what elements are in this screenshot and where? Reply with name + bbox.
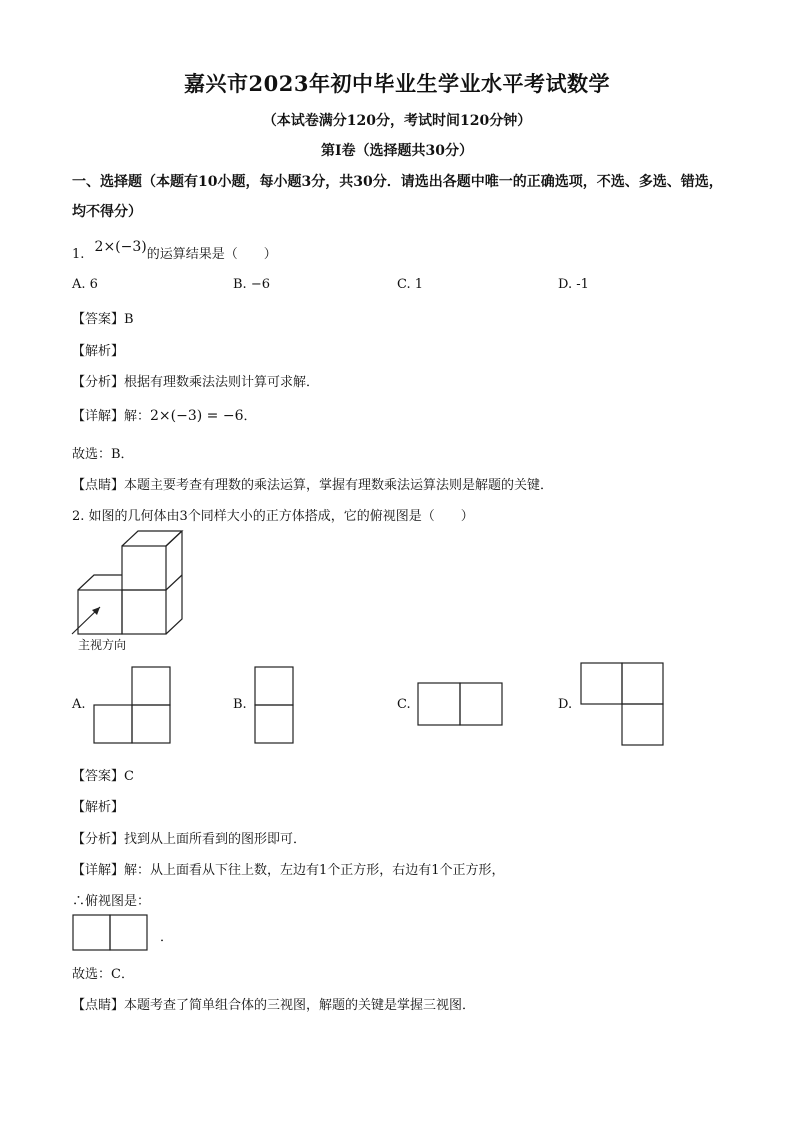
q1-option-d: D. -1 [558, 277, 589, 292]
q1-fenxi: 【分析】根据有理数乘法法则计算可求解． [72, 375, 320, 390]
q2-guxuan: 故选：C． [72, 967, 134, 982]
exam-subtitle: （本试卷满分120分，考试时间120分钟） [262, 113, 532, 129]
q1-answer: 【答案】B [72, 312, 134, 327]
q2-period: ． [160, 930, 174, 945]
cube-figure [66, 528, 196, 638]
q1-number: 1. [72, 247, 85, 262]
q2-dianjing: 【点睛】本题考查了简单组合体的三视图，解题的关键是掌握三视图． [72, 998, 476, 1013]
q1-guxuan: 故选：B． [72, 447, 134, 462]
q2-therefore: ∴俯视图是： [72, 894, 151, 909]
section-heading: 一、选择题（本题有10小题，每小题3分，共30分．请选出各题中唯一的正确选项，不选、多选、错选，均不得分） [72, 174, 723, 220]
q2-option-d-label: D. [558, 697, 573, 712]
q2-option-a-figure [93, 666, 171, 744]
q2-xiangjie: 【详解】解：从上面看从下往上数，左边有1个正方形，右边有1个正方形， [72, 863, 505, 878]
q2-fenxi: 【分析】找到从上面所看到的图形即可． [72, 832, 307, 847]
q2-option-b-figure [254, 666, 294, 744]
q2-stem: 2. 如图的几何体由3个同样大小的正方体搭成，它的俯视图是（ ） [72, 509, 474, 524]
q2-option-c-figure [417, 682, 503, 726]
q1-xiangjie-math: 2×(−3) = −6 [150, 408, 244, 424]
q1-xiangjie [72, 405, 257, 424]
q1-stem [72, 239, 277, 262]
q2-option-c-label: C. [397, 697, 411, 712]
q1-option-a: A. 6 [72, 277, 98, 292]
q1-option-c: C. 1 [397, 277, 424, 292]
page-title: 嘉兴市2023年初中毕业生学业水平考试数学 [184, 71, 610, 96]
q2-option-d-figure [580, 662, 664, 746]
q2-option-b-label: B. [233, 697, 247, 712]
q1-stem-text: 的运算结果是（ ） [146, 247, 277, 262]
q1-xiangjie-prefix: 【详解】解： [72, 409, 151, 424]
q1-xiangjie-suffix: ． [243, 409, 257, 424]
q1-dianjing: 【点睛】本题主要考查有理数的乘法运算，掌握有理数乘法运算法则是解题的关键． [72, 478, 554, 493]
q2-answer-figure [72, 914, 148, 952]
q1-option-b: B. −6 [233, 277, 270, 292]
q2-analysis-label: 【解析】 [72, 800, 125, 815]
q2-answer: 【答案】C [72, 769, 134, 784]
volume-heading: 第I卷（选择题共30分） [320, 143, 474, 159]
q2-option-a-label: A. [72, 697, 86, 712]
q1-analysis-label: 【解析】 [72, 344, 125, 359]
q1-expression: 2×(−3) [94, 239, 147, 255]
figure-caption: 主视方向 [78, 638, 127, 652]
